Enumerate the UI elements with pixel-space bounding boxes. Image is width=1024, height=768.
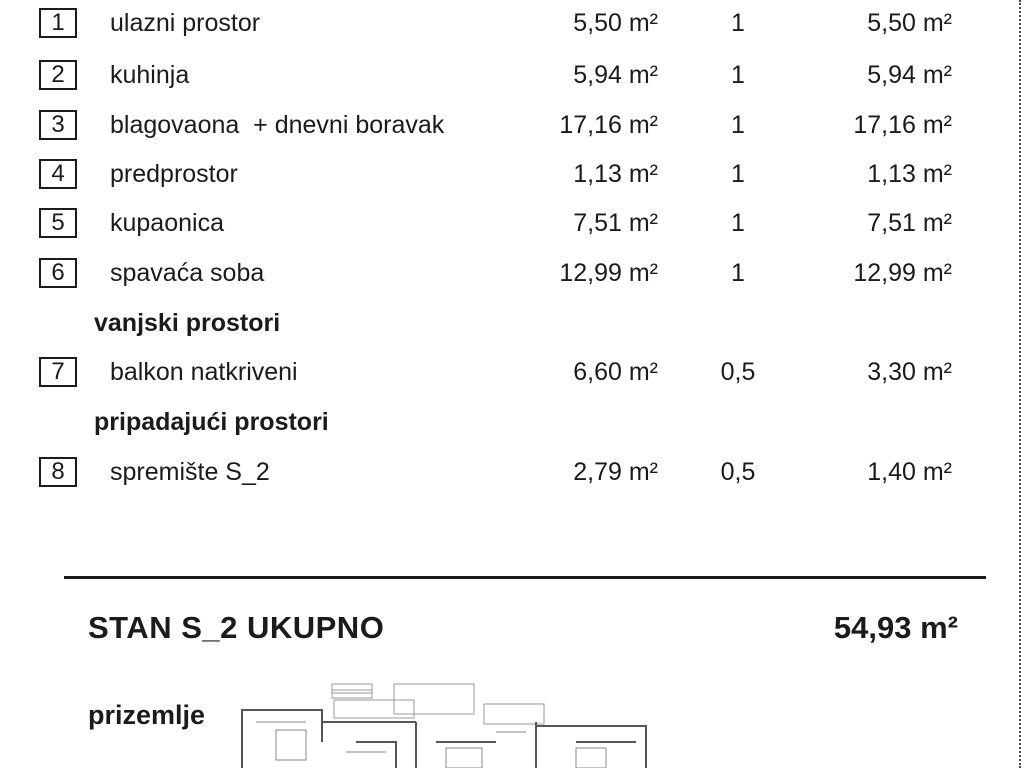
room-number-box: 2 (39, 60, 77, 90)
room-weighted-area: 12,99 m² (853, 259, 952, 287)
room-number-box: 5 (39, 208, 77, 238)
room-number-box: 3 (39, 110, 77, 140)
room-name: ulazni prostor (110, 9, 261, 37)
room-row (0, 159, 1024, 193)
room-area: 12,99 m² (559, 259, 658, 287)
floor-label: prizemlje (88, 700, 206, 730)
room-coefficient: 1 (731, 9, 745, 37)
room-row (0, 457, 1024, 491)
room-row (0, 60, 1024, 94)
room-weighted-area: 3,30 m² (867, 358, 952, 386)
floor-plan-thumbnail (236, 682, 676, 768)
room-row (0, 357, 1024, 391)
room-name: predprostor (110, 160, 238, 188)
room-area: 1,13 m² (573, 160, 658, 188)
room-row (0, 208, 1024, 242)
summary-divider (64, 576, 986, 579)
room-area: 7,51 m² (573, 209, 658, 237)
room-name: kuhinja (110, 61, 190, 89)
room-number-box: 8 (39, 457, 77, 487)
apartment-total-value: 54,93 m² (833, 610, 958, 645)
room-weighted-area: 17,16 m² (853, 111, 952, 139)
room-row (0, 110, 1024, 144)
room-number-box: 4 (39, 159, 77, 189)
room-area: 5,94 m² (573, 61, 658, 89)
room-coefficient: 0,5 (720, 358, 756, 386)
room-area: 2,79 m² (573, 458, 658, 486)
room-name: blagovaona + dnevni boravak (110, 111, 445, 139)
room-coefficient: 1 (731, 259, 745, 287)
room-weighted-area: 1,13 m² (867, 160, 952, 188)
page-edge-dotted-line (1019, 0, 1021, 768)
room-name: balkon natkriveni (110, 358, 298, 386)
room-weighted-area: 5,94 m² (867, 61, 952, 89)
room-weighted-area: 7,51 m² (867, 209, 952, 237)
room-coefficient: 1 (731, 160, 745, 188)
room-name: kupaonica (110, 209, 224, 237)
room-coefficient: 1 (731, 111, 745, 139)
room-row (0, 258, 1024, 292)
room-area: 5,50 m² (573, 9, 658, 37)
room-coefficient: 1 (731, 209, 745, 237)
room-weighted-area: 1,40 m² (867, 458, 952, 486)
room-area: 6,60 m² (573, 358, 658, 386)
room-name: spavaća soba (110, 259, 265, 287)
section-title-outdoor: vanjski prostori (94, 309, 281, 337)
room-number-box: 1 (39, 8, 77, 38)
room-number-box: 6 (39, 258, 77, 288)
room-name: spremište S_2 (110, 458, 270, 486)
section-title-belonging: pripadajući prostori (94, 408, 329, 436)
room-coefficient: 1 (731, 61, 745, 89)
room-area: 17,16 m² (559, 111, 658, 139)
room-number-box: 7 (39, 357, 77, 387)
room-weighted-area: 5,50 m² (867, 9, 952, 37)
room-coefficient: 0,5 (720, 458, 756, 486)
apartment-total-label: STAN S_2 UKUPNO (88, 610, 385, 645)
room-row (0, 8, 1024, 42)
